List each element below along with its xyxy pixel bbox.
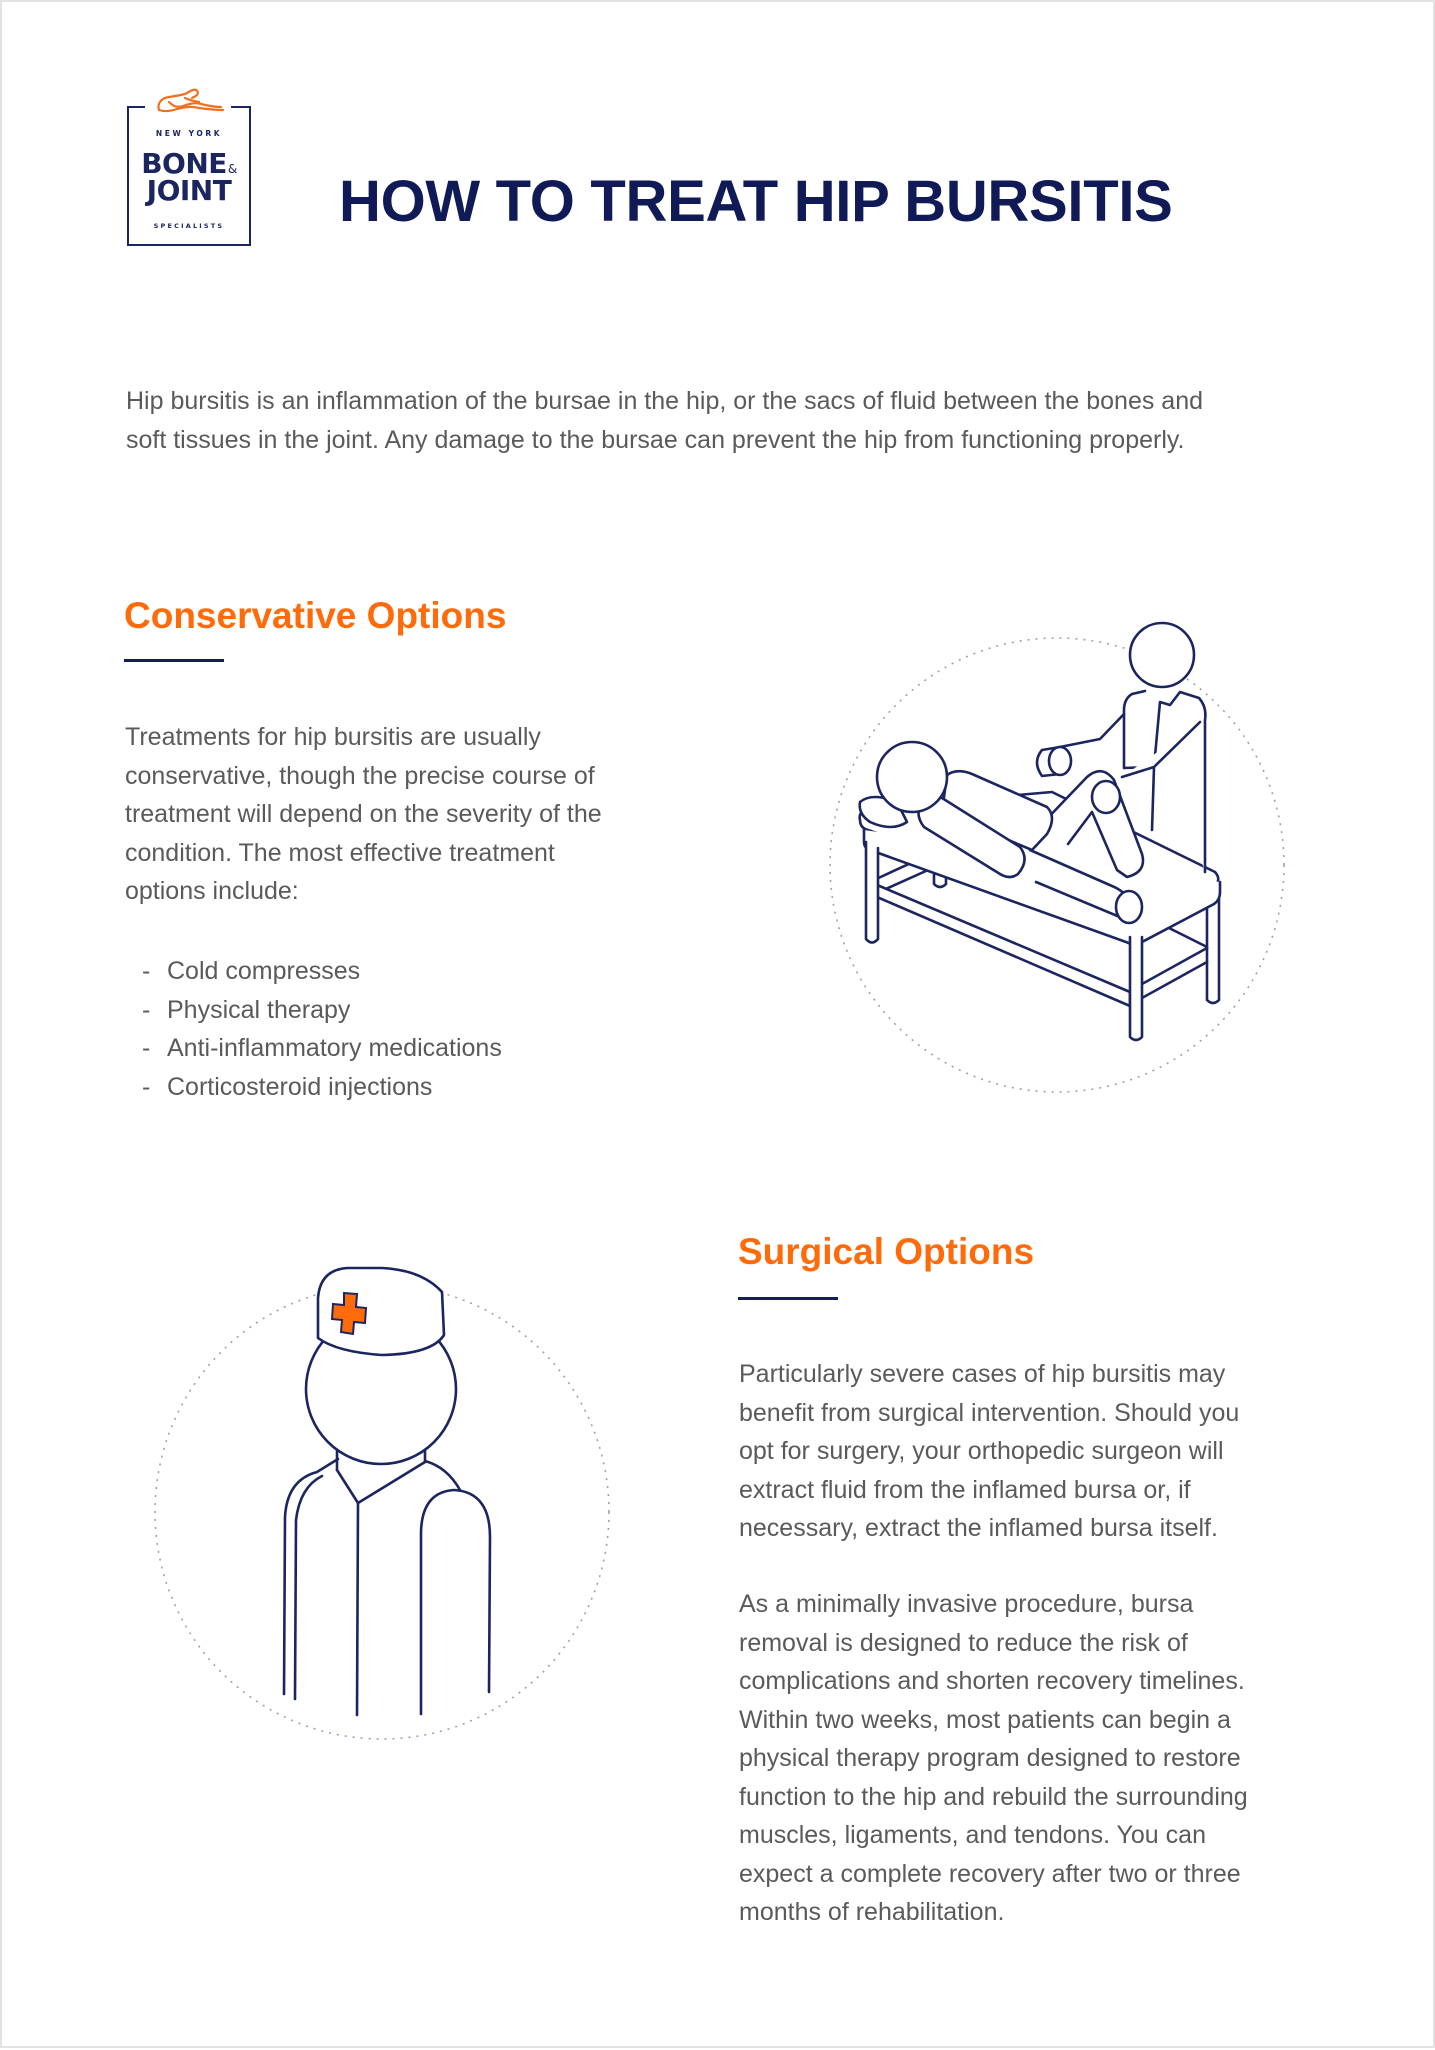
list-item-text: Anti-inflammatory medications: [167, 1034, 502, 1062]
paragraph-line: condition. The most effective treatment: [125, 838, 555, 867]
intro-line: Hip bursitis is an inflammation of the bursae in the hip, or the sacs of fluid between the bones and: [126, 387, 1204, 415]
paragraph-line: Within two weeks, most patients can begin a: [739, 1705, 1231, 1734]
surgeon-figure-icon: [284, 1268, 490, 1715]
surgical-options-heading: Surgical Options: [738, 1231, 1035, 1272]
paragraph-line: function to the hip and rebuild the surrounding: [739, 1782, 1248, 1811]
logo-text-new-york: NEW YORK: [155, 129, 223, 138]
paragraph-line: As a minimally invasive procedure, bursa: [739, 1590, 1194, 1618]
paragraph-line: options include:: [125, 877, 299, 905]
bullet-dash: -: [142, 957, 151, 985]
page-title: HOW TO TREAT HIP BURSITIS: [339, 169, 1173, 234]
bullet-dash: -: [142, 1034, 151, 1062]
intro-line: soft tissues in the joint. Any damage to the bursae can prevent the hip from functioning properly.: [126, 425, 1185, 454]
paragraph-line: physical therapy program designed to restore: [739, 1744, 1241, 1772]
paragraph-line: expect a complete recovery after two or three: [739, 1859, 1241, 1888]
paragraph-line: conservative, though the precise course of: [125, 761, 595, 790]
paragraph-line: muscles, ligaments, and tendons. You can: [739, 1821, 1206, 1849]
paragraph-line: opt for surgery, your orthopedic surgeon will: [739, 1437, 1224, 1465]
paragraph-line: months of rehabilitation.: [739, 1898, 1005, 1926]
paragraph-line: extract fluid from the inflamed bursa or, if: [739, 1475, 1191, 1504]
logo-text-joint: JOINT: [146, 174, 232, 207]
logo-word-bone: BONE: [141, 147, 227, 180]
paragraph-line: treatment will depend on the severity of the: [125, 800, 602, 828]
list-item-text: Corticosteroid injections: [167, 1072, 433, 1101]
bullet-dash: -: [142, 1072, 151, 1101]
list-item-text: Cold compresses: [167, 957, 361, 985]
list-item-text: Physical therapy: [167, 995, 351, 1024]
paragraph-line: complications and shorten recovery timelines.: [739, 1667, 1245, 1695]
paragraph-line: necessary, extract the inflamed bursa itself.: [739, 1514, 1218, 1542]
paragraph-line: removal is designed to reduce the risk of: [739, 1628, 1188, 1657]
logo-ampersand: &: [227, 162, 237, 176]
paragraph-line: benefit from surgical intervention. Should you: [739, 1398, 1240, 1427]
paragraph-line: Particularly severe cases of hip bursitis may: [739, 1360, 1226, 1388]
logo-text-specialists: SPECIALISTS: [153, 222, 225, 230]
surgeon-illustration: [2, 2, 1435, 2050]
conservative-options-heading: Conservative Options: [124, 595, 507, 636]
paragraph-line: Treatments for hip bursitis are usually: [125, 723, 541, 751]
bullet-dash: -: [142, 995, 151, 1024]
